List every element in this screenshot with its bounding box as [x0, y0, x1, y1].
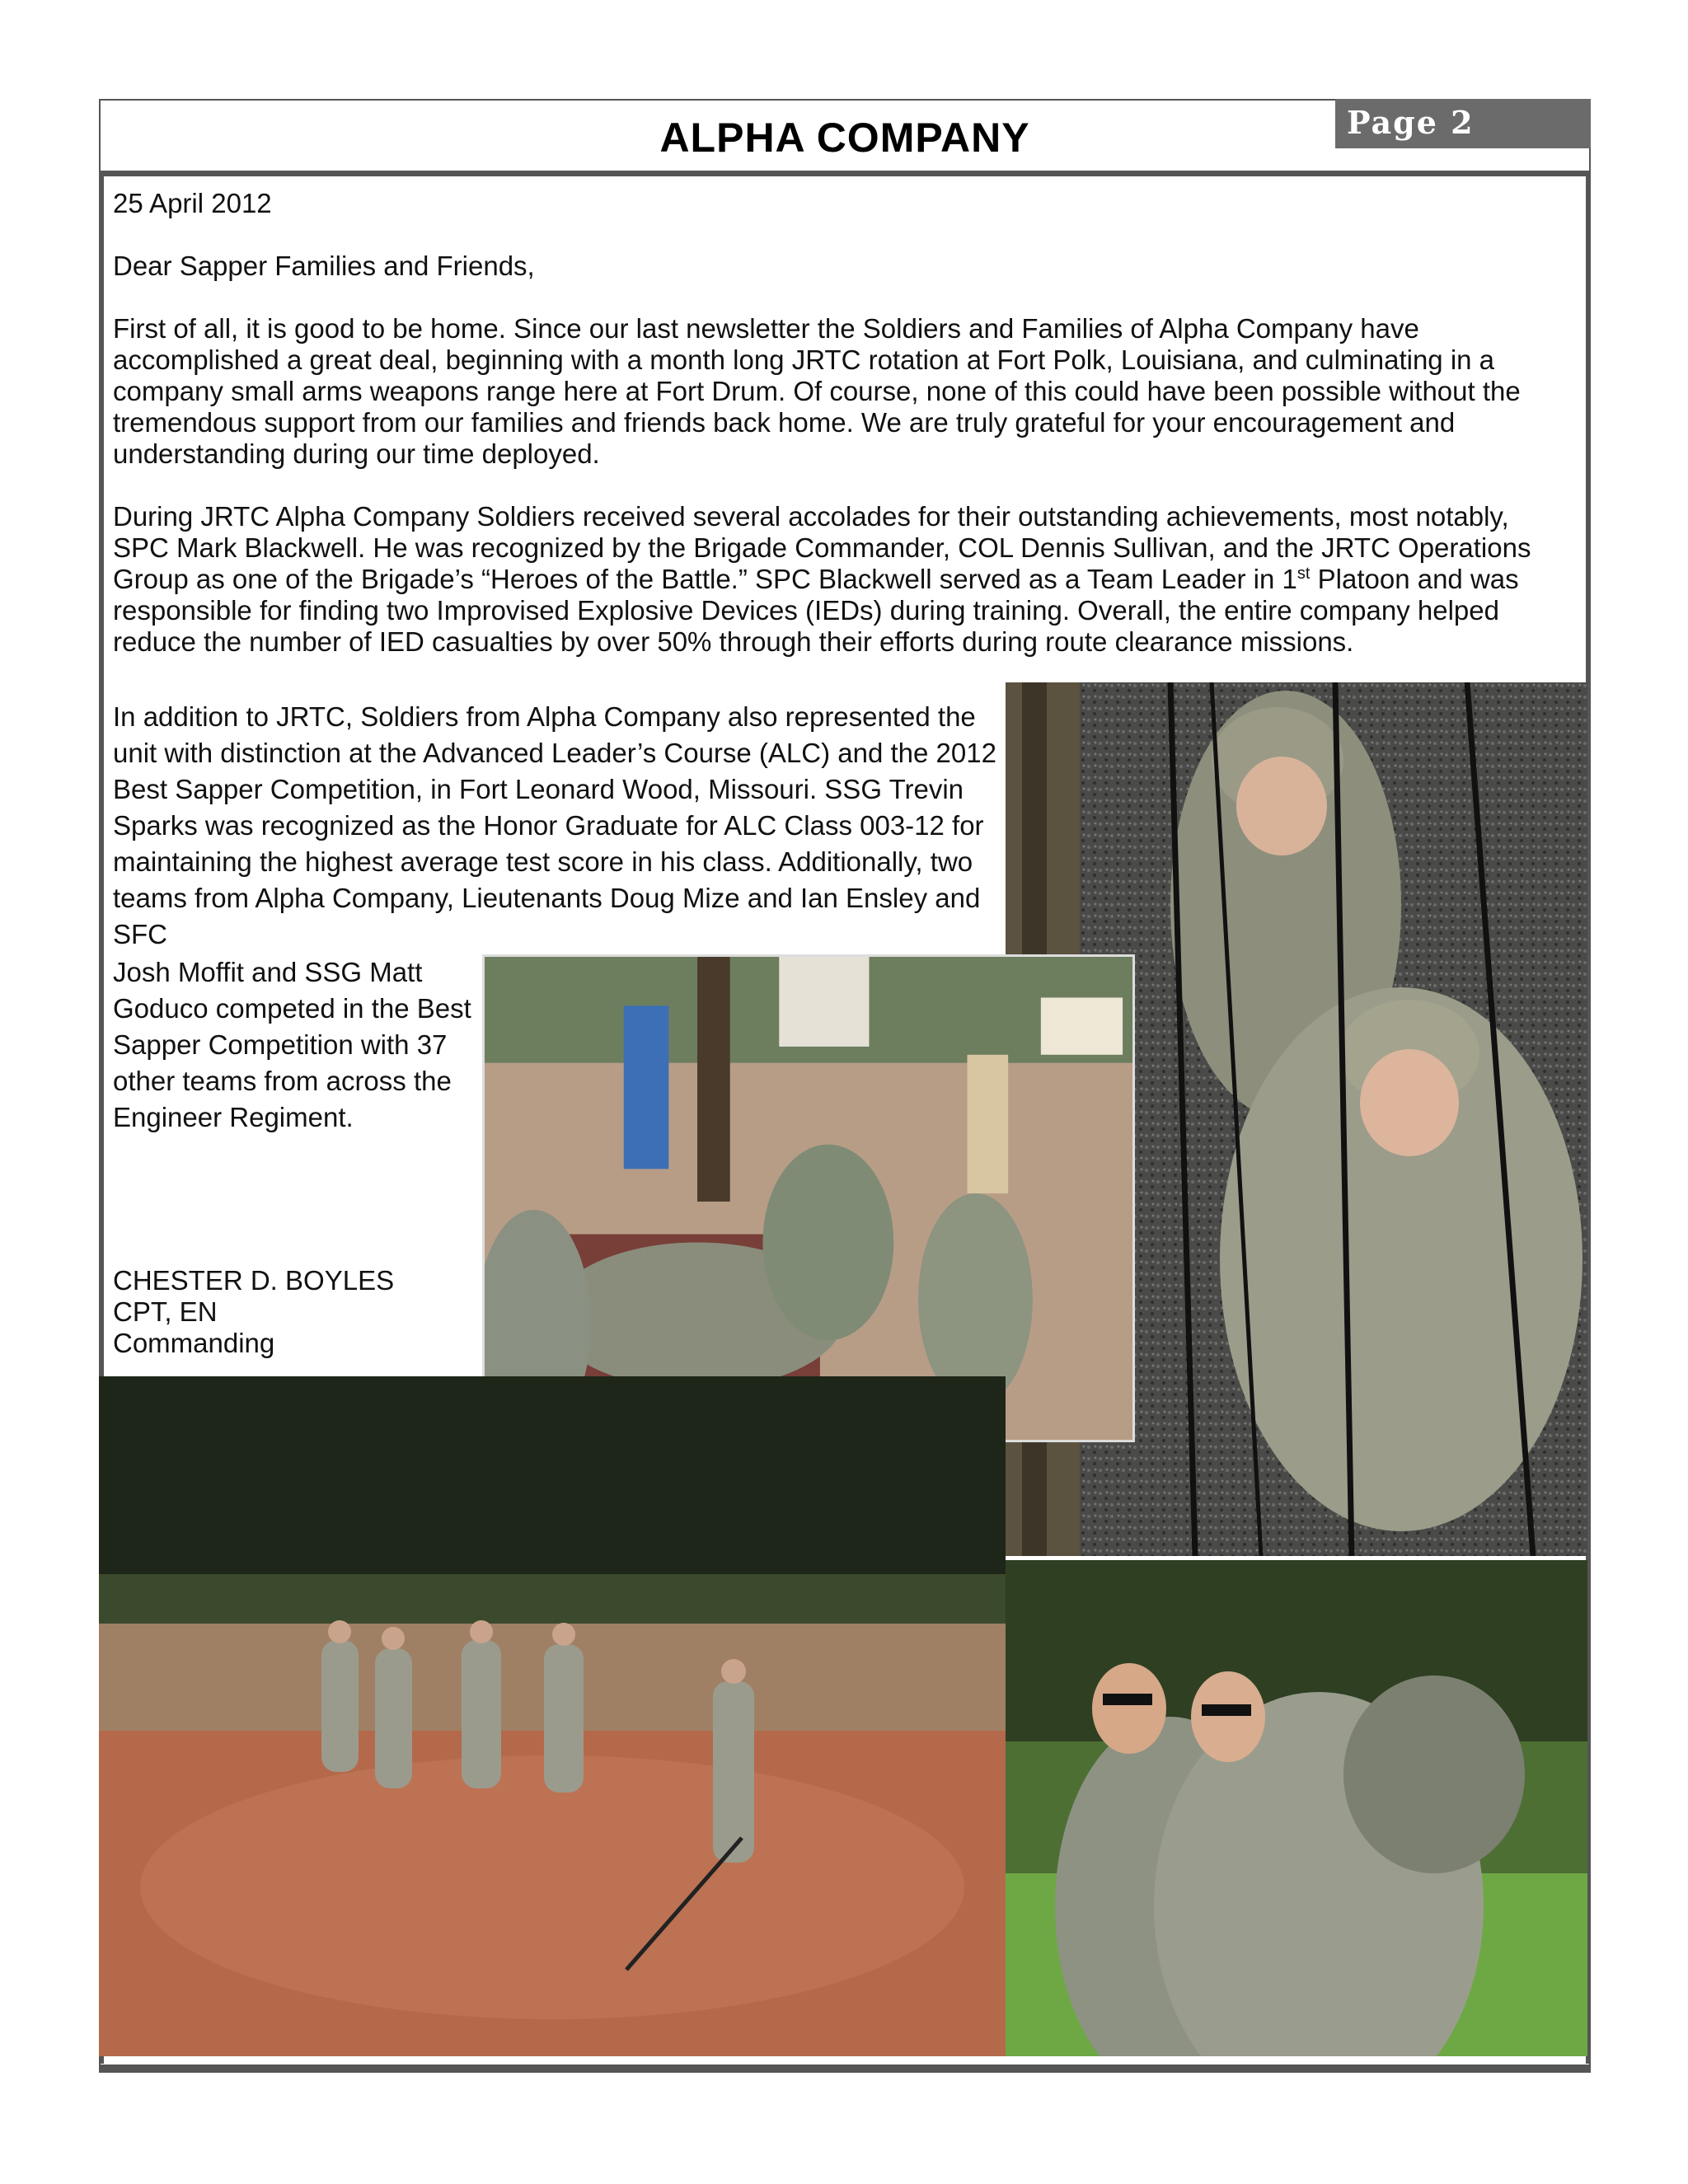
letter-top-block [113, 188, 1572, 689]
paragraph-2-part-b: Platoon and was responsible for finding two Improvised Explosive Devices (IEDs) during training. Overall, the entire company helped reduce the number of IED casualties by over 50% through their efforts during route clearance missions. [113, 564, 1519, 657]
signature-name: CHESTER D. BOYLES [113, 1265, 395, 1296]
photo-training-casualty [482, 954, 1135, 1442]
letter-paragraph-3: In addition to JRTC, Soldiers from Alpha Company also represented the unit with distinction at the Advanced Leader’s Course (ALC) and the 2012 Best Sapper Competition, in Fort Leonard Wood, Missouri. SSG Trevin Sparks was recognized as the Honor Graduate for ALC Class 003-12 for maintaining the highest average test score in his class. Additionally, two teams from Alpha Company, Lieutenants Doug Mize and Ian Ensley and SFC [113, 701, 996, 949]
photo-field-clearance [99, 1376, 1006, 2056]
ordinal-suffix: st [1296, 565, 1311, 583]
letter-paragraph-1: First of all, it is good to be home. Since our last newsletter the Soldiers and Families of Alpha Company have accomplished a great deal, beginning with a month long JRTC rotation at Fort Polk, Louisiana, and culminating in a company small arms weapons range here at Fort Drum. Of course, none of this could have been possible without the tremendous support from our families and friends back home. We are truly grateful for your encouragement and understanding during our time deployed. [113, 313, 1521, 469]
letter-paragraph-2 [113, 501, 1572, 658]
header-rule [99, 171, 1591, 176]
letter-paragraph-3-continued: Josh Moffit and SSG Matt Goduco competed in the Best Sapper Competition with 37 other teams from across the Engineer Regiment. [113, 957, 471, 1132]
newsletter-title: ALPHA COMPANY [659, 115, 1030, 161]
letter-salutation: Dear Sapper Families and Friends, [113, 251, 535, 281]
letter-date: 25 April 2012 [113, 188, 272, 218]
photo-road-march [1006, 1560, 1587, 2056]
paragraph-2-part-a: During JRTC Alpha Company Soldiers received several accolades for their outstanding achievements, most notably, SPC Mark Blackwell. He was recognized by the Brigade Commander, COL Dennis Sullivan, and the JRTC Operations Group as one of the Brigade’s “Heroes of the Battle.” SPC Blackwell served as a Team Leader in 1 [113, 501, 1531, 594]
signature-block [113, 1265, 525, 1359]
signature-rank: CPT, EN [113, 1296, 218, 1327]
signature-title: Commanding [113, 1328, 275, 1358]
page-number-tab: Page 2 [1335, 99, 1591, 148]
